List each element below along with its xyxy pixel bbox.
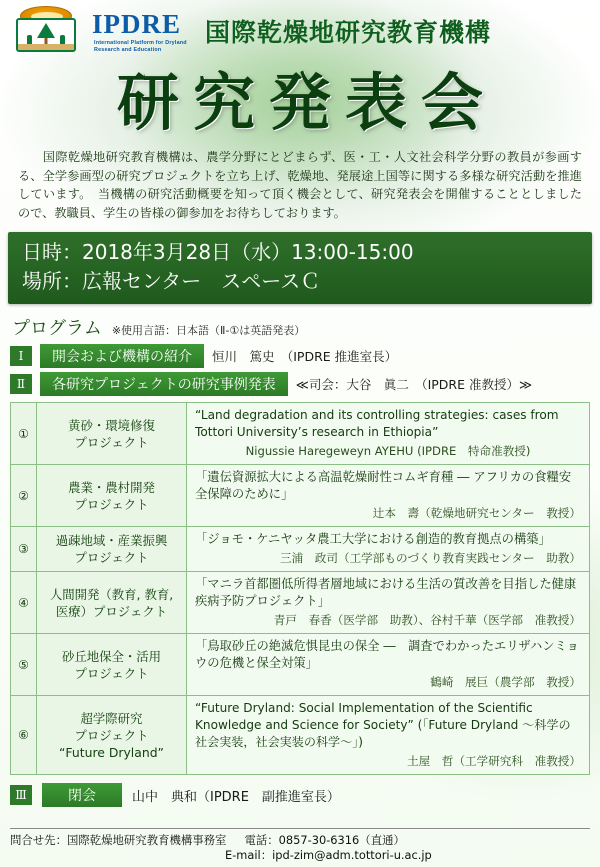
footer-line-2 — [10, 848, 590, 863]
org-abbreviation-subtitle: International Platform for Dryland Research and Education — [94, 40, 187, 53]
talk-speaker: 三浦 政司（工学部ものづくり教育実践センター 助教） — [280, 551, 581, 565]
contact-label: 問合せ先：国際乾燥地研究教育機構事務室 — [10, 833, 227, 847]
talk-speaker: Nigussie Haregeweyn AYEHU (IPDRE 特命准教授) — [245, 444, 531, 458]
date-label: 日時： — [22, 240, 82, 264]
table-row — [11, 403, 590, 465]
row-number: ① — [11, 403, 37, 465]
intro-text — [18, 148, 582, 222]
row-talk — [187, 465, 590, 527]
org-name-japanese: 国際乾燥地研究教育機構 — [205, 18, 492, 47]
table-row — [11, 634, 590, 696]
row-project: 黄砂・環境修復 プロジェクト — [37, 403, 187, 465]
row-number: ③ — [11, 527, 37, 572]
program-section-1 — [10, 344, 590, 368]
row-number: ② — [11, 465, 37, 527]
section-speaker: 山中 典和（IPDRE 副推進室長） — [132, 789, 340, 805]
program-section-2 — [10, 372, 590, 396]
poster-header — [0, 0, 600, 60]
section-title: 開会および機構の紹介 — [40, 344, 204, 368]
time-value: 13:00-15:00 — [291, 240, 414, 264]
footer-line-1 — [10, 833, 590, 848]
talk-title: “Future Dryland: Social Implementation of the Scientific Knowledge and Science for Society” (「Future Dryland ～科学の社会実装，社会実装の科学～」) — [195, 701, 571, 749]
contact-tel: 電話：0857-30-6316（直通） — [244, 833, 405, 847]
talk-speaker: 鶴崎 展巨（農学部 教授） — [430, 675, 581, 689]
row-number: ④ — [11, 572, 37, 634]
program-language-note: ※使用言語：日本語（Ⅱ-①は英語発表） — [111, 324, 306, 337]
section-title: 各研究プロジェクトの研究事例発表 — [40, 372, 288, 396]
event-details-band — [8, 232, 592, 304]
row-project: 過疎地域・産業振興 プロジェクト — [37, 527, 187, 572]
row-talk — [187, 696, 590, 775]
table-row — [11, 527, 590, 572]
section-number: Ⅲ — [10, 785, 32, 805]
place-value: 広報センター スペースＣ — [82, 269, 321, 293]
row-talk — [187, 403, 590, 465]
row-project: 砂丘地保全・活用 プロジェクト — [37, 634, 187, 696]
table-row — [11, 696, 590, 775]
talk-title: “Land degradation and its controlling strategies: cases from Tottori University’s research in Ethiopia” — [195, 408, 559, 439]
section-chair: ≪司会：大谷 眞二 （IPDRE 准教授）≫ — [295, 377, 533, 392]
talk-speaker: 辻本 壽（乾燥地研究センター 教授） — [372, 506, 581, 520]
program-heading: プログラム — [12, 318, 102, 339]
program-table-body — [11, 403, 590, 775]
event-date-row — [22, 238, 578, 267]
date-value: 2018年3月28日（水） — [82, 240, 292, 264]
table-row — [11, 465, 590, 527]
page-title: 研究発表会 — [116, 66, 497, 139]
program-heading-row — [12, 314, 600, 340]
ipdre-logo-icon — [12, 6, 84, 54]
row-talk — [187, 572, 590, 634]
row-number: ⑥ — [11, 696, 37, 775]
program-section-3 — [10, 783, 590, 807]
section-number: Ⅱ — [10, 374, 32, 394]
program-table — [10, 402, 590, 775]
row-number: ⑤ — [11, 634, 37, 696]
talk-title: 「ジョモ・ケニヤッタ農工大学における創造的教育拠点の構築」 — [195, 532, 551, 546]
talk-title: 「鳥取砂丘の絶滅危惧昆虫の保全 ― 調査でわかったエリザハンミョウの危機と保全対策」 — [195, 639, 579, 670]
row-project: 人間開発（教育, 教育, 医療）プロジェクト — [37, 572, 187, 634]
event-place-row — [22, 267, 578, 296]
org-abbreviation: IPDRE — [92, 9, 182, 39]
section-speaker: 恒川 篤史 （IPDRE 推進室長） — [212, 349, 398, 364]
footer-contact — [10, 828, 590, 863]
talk-speaker: 青戸 春香（医学部 助教）、谷村千華（医学部 准教授） — [273, 613, 581, 627]
section-title: 閉会 — [42, 783, 122, 807]
table-row — [11, 572, 590, 634]
talk-speaker: 土屋 哲（工学研究科 准教授） — [407, 754, 581, 768]
row-project: 農業・農村開発 プロジェクト — [37, 465, 187, 527]
talk-title: 「遺伝資源拡大による高温乾燥耐性コムギ育種 ― アフリカの食糧安全保障のために」 — [195, 470, 572, 501]
talk-title: 「マニラ首都圏低所得者層地域における生活の質改善を目指した健康疾病予防プロジェクト」 — [195, 577, 577, 608]
contact-email: E-mail：ipd-zim@adm.tottori-u.ac.jp — [225, 848, 432, 862]
row-talk — [187, 527, 590, 572]
intro-paragraph: 国際乾燥地研究教育機構は、農学分野にとどまらず、医・工・人文社会科学分野の教員が参画する、全学参画型の研究プロジェクトを立ち上げ、乾燥地、発展途上国等に関する多様な研究活動を推進しています。 当機構の研究活動概要を知って頂く機会として、研究発表会を開催することとしましたので、教職員、学生の皆様の御参加をお待ちしております。 — [18, 150, 582, 220]
place-label: 場所： — [22, 269, 82, 293]
section-number: Ⅰ — [10, 346, 32, 366]
row-project: 超学際研究 プロジェクト “Future Dryland” — [37, 696, 187, 775]
row-talk — [187, 634, 590, 696]
